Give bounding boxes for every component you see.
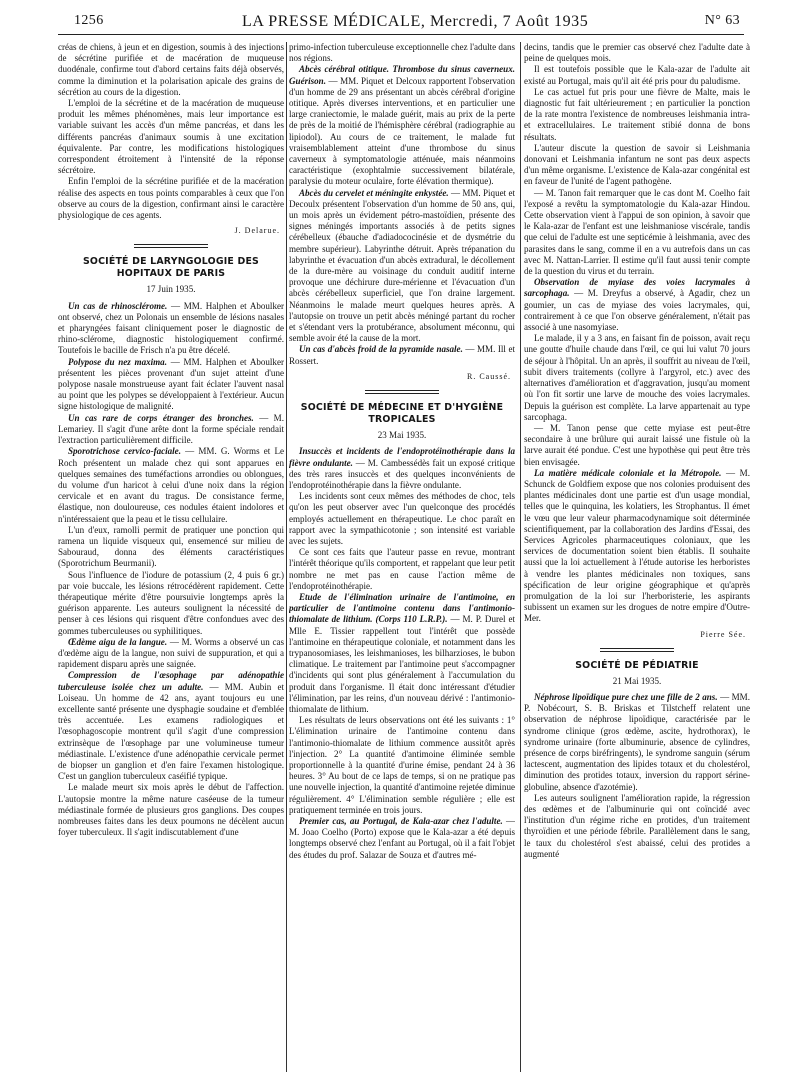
article-title: La matière médicale coloniale et la Métropole. [534, 467, 722, 478]
header-rule [58, 34, 744, 35]
paragraph: L'emploi de la sécrétine et de la macération de muqueuse produit les mêmes phénomènes, mais leur importance est variable suivant les accès d'un même pancréas, et dans les différents pancréas d'animaux soumis à une excitation équivalente. Par contre, les modifications histologiques correspondent étroitement à l'intensité de la réponse sécrétoire. [58, 98, 284, 176]
article-title: Compression de l'œsophage par adénopathie tuberculeuse isolée chez un adulte. [58, 670, 284, 692]
article [289, 816, 515, 861]
article-title: Néphrose lipoïdique pure chez une fille de 2 ans. [534, 691, 718, 702]
article-body: — M. Schunck de Goldfiem expose que nos colonies produisent des plantes médicinales dont une partie est d'un usage mondial, telles que le quinquina, les kolatiers, les Strophantus. Il émet le vœu que leur valeur pharmacodynamique soit déterminée scientifiquement, par la collaboration des Jardins d'Essai, des Services Agricoles pharmaceutiques coloniaux, que les services de documentation soient bien établis. Il souhaite aussi que la loi actuellement à l'étude autorise les herboristes à vendre les plantes médicinales non toxiques, sans spécification de leur origine géographique et qu'après promulgation de la loi sur l'herboristerie, les aspirants subissent un examen sur les drogues de notre empire d'Outre-Mer. [524, 467, 750, 624]
section-separator [365, 390, 439, 394]
article [289, 64, 515, 187]
author-signature: R. Caussé. [467, 371, 511, 381]
article-body: — M. P. Durel et Mlle E. Tissier rappellent tout l'intérêt que possède l'antimoine en thérapeutique coloniale, et notamment dans les trypanosomiases, les leishmanioses, les bilharzioses, le bubon climatique. Le traitement par l'antimoine peut s'accompagner d'incidents qui sont plus généralement à l'accumulation du produit dans l'organisme. Il était donc intéressant d'étudier l'élimination, par les reins, d'un nouveau dérivé : l'antimonio-thiomalate de lithium. [289, 614, 515, 714]
page-number: 1256 [74, 13, 104, 28]
article [524, 692, 750, 793]
article [289, 446, 515, 491]
article-body: — M. Cambessédès fait un exposé critique des très rares insuccès et des quelques inconvénients de l'endoprotéinothérapie dans la fièvre ondulante. [289, 457, 515, 490]
article-body: — MM. Halphen et Aboulker présentent les pièces provenant d'un sujet atteint d'une polypose nasale monstrueuse ayant fait éclater l'auvent nasal au point que les polypes se développaient à l'extérieur. Aucun signe histologique de malignité. [58, 356, 284, 412]
article-title: Insuccès et incidents de l'endoprotéinothérapie dans la fièvre ondulante. [289, 446, 515, 468]
article-body: — M. Lemariey. Il s'agit d'une arête dont la forme spéciale rendait l'extraction particulièrement difficile. [58, 412, 284, 446]
session-date: 21 Mai 1935. [612, 675, 662, 686]
author-signature: Pierre Sée. [700, 629, 746, 639]
article [524, 468, 750, 625]
paragraph: decins, tandis que le premier cas observé chez l'adulte date à peine de quelques mois. [524, 42, 750, 64]
paragraph: — M. Tanon pense que cette myiase est peut-être secondaire à une brûlure qui aurait laissé une fistule où la larve aurait été pondue. C'est une hypothèse qui peut être très bien envisagée. [524, 422, 750, 467]
article-body: — M. Worms a observé un cas d'œdème aigu de la langue, non suivi de suppuration, et qui a rapidement disparu après une saignée. [58, 636, 284, 670]
article-body: — MM. Aubin et Loiseau. Un homme de 42 ans, ayant toujours eu une excellente santé présente une dysphagie soudaine et d'emblée très accentuée. Les examens radiologiques et l'œsophagoscopie montrent qu'il s'agit d'une compression extrinsèque de l'œsophage par une volumineuse tumeur médiastinale. L'existence d'une adénopathie cervicale permet de biopser un ganglion et d'en faire l'examen histologique. C'est un ganglion tuberculeux caséifié typique. [58, 681, 284, 782]
section-separator [134, 244, 208, 248]
article-body: — MM. Piquet et Delcoux rapportent l'observation d'un homme de 29 ans présentant un abcès cérébral d'origine otitique. Après diverses interventions, et en particulier une large craniectomie, le malade guérit, mais au prix de la perte de près de la moitié de l'hémisphère cérébral (radiographie au lipiodol). Au cours de ce traitement, le malade fut vraisemblablement atteint d'une thrombose du sinus caverneux à symptomatologie atténuée, mais néanmoins caractéristique (exophtalmie successivement bilatérale, paralysie du moteur oculaire, forte élévation thermique). [289, 75, 515, 187]
article-body: — MM. G. Worms et Le Roch présentent un malade chez qui sont apparues en quelques semaines des tuméfactions arrondies ou oblongues, du volume d'un haricot à celui d'une noix dans la région cervicale et en avant du tragus. De consistance ferme, élastique, non douloureuse, ces nodules étaient indolores et n'intéressaient que la peau et le tissu cellulaire. [58, 446, 284, 524]
article-title: Abcès cérébral otitique. Thrombose du sinus caverneux. Guérison. [289, 64, 515, 86]
article-title: Abcès du cervelet et méningite enkystée. [299, 187, 449, 198]
article-body: — MM. Halphen et Aboulker ont observé, chez un Polonais un ensemble de lésions nasales et pharyngées faisant cliniquement poser le diagnostic de rhino-sclérome, diagnostic histologiquement confirmé. Toutefois le bacille de Frisch n'a pu être décelé. [58, 300, 284, 356]
article [289, 592, 515, 715]
article-body: — MM. P. Nobécourt, S. B. Briskas et Tilstcheff relatent une observation de néphrose lipoïdique, caractérisée par le syndrome clinique (gros œdème, ascite, hydrothorax), le syndrome urinaire (forte albuminurie, absence de cylindres, présence de corps biréfringents), le syndrome sanguin (sérum lactescent, augmentation des lipides totaux et du cholestérol, diminution des protides totaux, inversion du rapport sérine-globuline, absence d'azotémie). [524, 691, 750, 792]
paragraph: Le cas actuel fut pris pour une fièvre de Malte, mais le diagnostic fut fait ultérieurement ; en particulier la ponction de la rate montra l'existence de nombreuses leishmania intra- et extracellulaires. Le traitement stibié donna de bons résultats. [524, 86, 750, 142]
article [58, 301, 284, 357]
paragraph: — M. Tanon fait remarquer que le cas dont M. Coelho fait l'exposé a revêtu la symptomatologie du Kala-azar Hindou. Cette observation vient à l'appui de son opinion, à savoir que le Kala-azar de l'enfant est une leishmaniose viscérale, tandis que celui de l'adulte est une septicémie à leishmania, avec des parasites dans le sang, comme il en a vu autrefois dans un cas avec M. Nattan-Larrier. Il estime qu'il faut aussi tenir compte de la question du virus et du terrain. [524, 187, 750, 277]
article [58, 670, 284, 782]
article-body: — M. Joao Coelho (Porto) expose que le Kala-azar a été depuis longtemps observé chez l'enfant au Portugal, où il a fait l'objet des études du prof. Salazar de Souza et d'autres mé- [289, 816, 515, 860]
article-title: Premier cas, au Portugal, de Kala-azar chez l'adulte. [299, 816, 503, 826]
article-body: — MM. Ill et Rossert. [289, 344, 515, 366]
article-title: Un cas d'abcès froid de la pyramide nasale. [299, 344, 463, 355]
paragraph: Il est toutefois possible que le Kala-azar de l'adulte ait existé au Portugal, mais qu'il ait été pris pour du paludisme. [524, 64, 750, 86]
author-signature: J. Delarue. [234, 226, 280, 236]
journal-title: LA PRESSE MÉDICALE, Mercredi, 7 Août 1935 [242, 13, 589, 30]
article-body: — MM. Piquet et Decoulx présentent l'observation d'un homme de 50 ans, qui, un mois après un évidement pétro-mastoïdien, présente des signes méningés importants associés à de petits signes cérébelleux (ébauche d'adiadococinésie et de dysmétrie du membre supérieur). Labyrinthe détruit. Après trépanation du labyrinthe et évacuation d'un abcès extradural, le décollement de la dure-mère au voisinage du conduit auditif interne provoque une déchirure dure-mérienne et l'évacuation d'un abcès cérébelleux superficiel, que l'on draine largement. Néanmoins le malade meurt quelques heures après. A l'autopsie on trouve un petit abcès méningé partant du rocher et s'étendant vers la protubérance, absolument méconnu, qui semble avoir été la cause de la mort. [289, 187, 515, 344]
article-body: — M. Dreyfus a observé, à Agadir, chez un goumier, un cas de myiase des voies lacrymales, qui, contrairement à ce que l'on observe généralement, n'était pas associé à une nasomyiase. [524, 288, 750, 333]
article [289, 188, 515, 345]
session-date: 17 Juin 1935. [146, 284, 196, 295]
column-divider [286, 42, 287, 1072]
article [289, 344, 515, 366]
paragraph: créas de chiens, à jeun et en digestion, soumis à des injections de sécrétine purifiée et de macération de muqueuse duodénale, confirme tout d'abord certains faits déjà observés, comme la diminution et la polarisation apicale des grains de sécrétion au cours de la digestion. [58, 42, 284, 97]
section-title: SOCIÉTÉ DE MÉDECINE ET D'HYGIÈNE TROPICALES [300, 402, 504, 426]
section-title: SOCIÉTÉ DE PÉDIATRIE [575, 659, 699, 671]
section-title: SOCIÉTÉ DE LARYNGOLOGIE DES HOPITAUX DE PARIS [82, 256, 260, 280]
article-title: Observation de myiase des voies lacrymales à sarcophaga. [524, 277, 750, 299]
paragraph: primo-infection tuberculeuse exceptionnelle chez l'adulte dans nos régions. [289, 42, 515, 64]
paragraph: Le malade, il y a 3 ans, en faisant fin de poisson, avait reçu une goutte d'huile chaude dans l'œil, ce qui lui valut 70 jours de séjour à l'hôpital. Un an après, il souffrit au niveau de l'œil, subit divers traitements (collyre à l'argyrol, etc.) avec des alternatives d'amélioration et d'aggravation, jusqu'au moment où l'on fit sortir une larve de mouche des voies lacrymales. Depuis la guérison est complète. La larve appartenait au type sarcophaga. [524, 333, 750, 422]
session-date: 23 Mai 1935. [377, 430, 427, 441]
paragraph: Ce sont ces faits que l'auteur passe en revue, montrant l'intérêt théorique qu'ils comportent, et rappelant que leur petit nombre ne met pas en cause l'action même de l'endoprotéinothérapie. [289, 547, 515, 591]
paragraph: Les auteurs soulignent l'amélioration rapide, la régression des œdèmes et de l'albuminurie qui ont coïncidé avec l'institution d'un régime riche en protides, d'un traitement thyroïdien et une période fébrile. Parallèlement dans le sang, le taux du cholestérol s'est abaissé, celui des protides a augmenté [524, 792, 750, 859]
paragraph: Les résultats de leurs observations ont été les suivants : 1° L'élimination urinaire de l'antimoine contenu dans l'antimonio-thiomalate de lithium commence aussitôt après l'injection. 2° La quantité d'antimoine éliminée semble proportionnelle à la quantité d'urine émise, pendant 24 à 36 heures. 3° Au bout de ce laps de temps, si on ne pratique pas une nouvelle injection, la quantité d'antimoine rejetée diminue régulièrement. 4° L'élimination semble régulière ; elle est pratiquement terminée en trois jours. [289, 715, 515, 815]
paragraph: Les incidents sont ceux mêmes des méthodes de choc, tels qu'on les peut observer avec l'un quelconque des procédés employés actuellement en thérapeutique. Le choc paraît en rapport avec la sympathicotonie ; son intensité est variable avec les sujets. [289, 491, 515, 546]
section-separator [600, 648, 674, 652]
article-title: Un cas de rhinosclérome. [68, 300, 168, 311]
column-left [58, 42, 284, 1072]
column-middle [289, 42, 515, 1072]
article [58, 357, 284, 413]
issue-number: N° 63 [704, 13, 740, 28]
column-divider [520, 42, 521, 1072]
article-title: Œdème aigu de la langue. [68, 636, 168, 647]
article-title: Un cas rare de corps étranger des bronches. [68, 412, 254, 423]
article-title: Etude de l'élimination urinaire de l'antimoine, en particulier de l'antimoine contenu dans l'antimonio-thiomalate de lithium. (Corps 110 L.R.P.). [289, 591, 515, 625]
column-right [524, 42, 750, 1072]
article [524, 277, 750, 333]
article [58, 637, 284, 671]
paragraph: Sous l'influence de l'iodure de potassium (2, 4 puis 6 gr.) par voie buccale, les lésions rétrocédèrent rapidement. Cette thérapeutique mérite d'être poursuivie longtemps après la guérison apparente. Les auteurs soulignent la nécessité de penser à ces lésions qui risquent d'être confondues avec des gommes tuberculeuses ou syphilitiques. [58, 569, 284, 636]
paragraph: L'un d'eux, ramolli permit de pratiquer une ponction qui ramena un liquide visqueux qui, ensemencé sur milieu de Sabouraud, donna des éléments caractéristiques (Sporotrichum Beurmanii). [58, 524, 284, 569]
article [58, 446, 284, 524]
article-title: Sporotrichose cervico-faciale. [68, 446, 181, 457]
paragraph: Enfin l'emploi de la sécrétine purifiée et de la macération réalise des aspects en tous points comparables à ceux que l'on observe au cours de la digestion, confirmant ainsi le caractère physiologique de ces agents. [58, 176, 284, 221]
paragraph: Le malade meurt six mois après le début de l'affection. L'autopsie montre la même nature caséeuse de la tumeur médiastinale formée de plusieurs gros ganglions. Des coupes nombreuses faites dans les deux poumons ne décèlent aucun foyer tuberculeux. Il s'agit indiscutablement d'une [58, 782, 284, 838]
article-title: Polypose du nez maxima. [68, 356, 167, 367]
page-header [58, 0, 744, 34]
article [58, 413, 284, 447]
paragraph: L'auteur discute la question de savoir si Leishmania donovani et Leishmania infantum ne sont pas deux aspects d'un même organisme. L'existence de Kala-azar congénital est en faveur de l'unité de l'agent pathogène. [524, 142, 750, 187]
